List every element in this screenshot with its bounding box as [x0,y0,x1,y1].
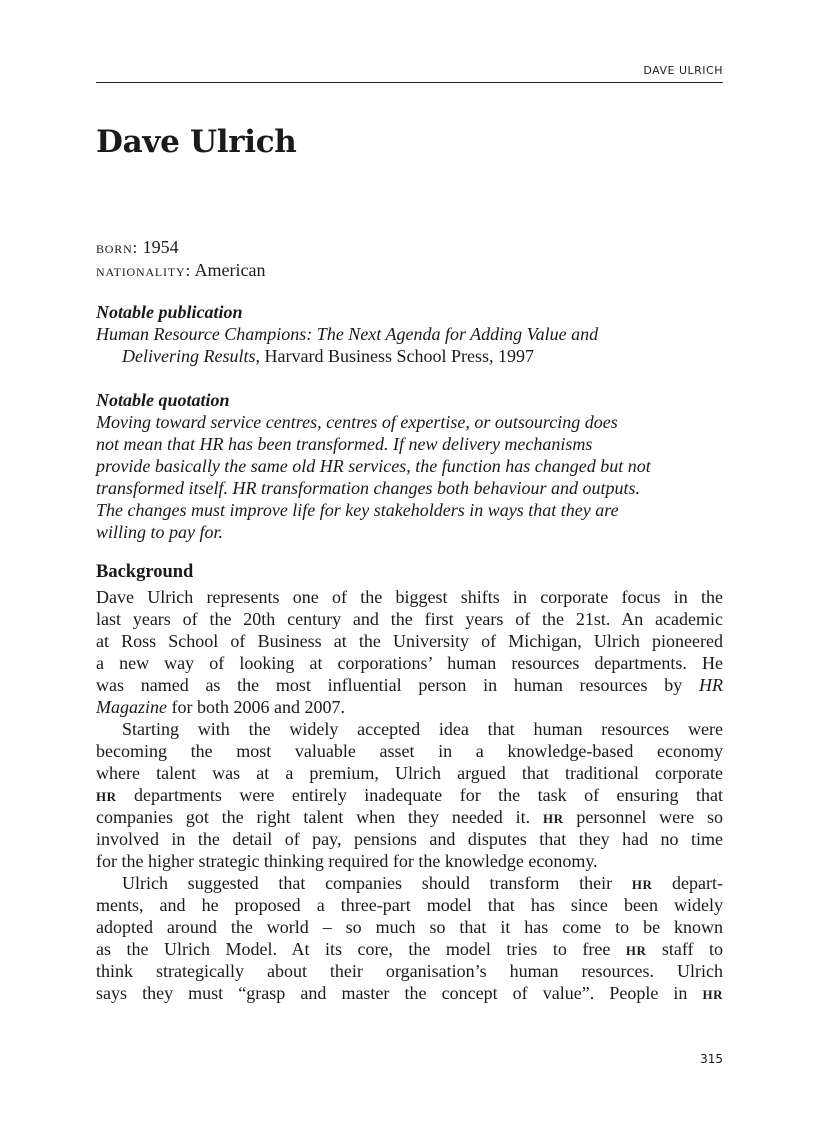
body-line [96,630,723,652]
quotation-line: Moving toward service centres, centres of expertise, or outsourcing does [96,412,618,432]
italic-text: HR [699,675,723,695]
text-segment: last years of the 20th century and the first years of the 21st. An academic [96,609,723,629]
italic-text: Magazine [96,697,167,717]
nationality-label: nationality: [96,261,191,280]
quotation-line: provide basically the same old HR services, the function has changed but not [96,456,651,476]
publication-publisher: , Harvard Business School Press, 1997 [255,346,534,366]
text-segment: staff to [646,939,723,959]
text-segment: depart- [652,873,723,893]
background-heading: Background [96,562,194,582]
publication-title-line1: Human Resource Champions: The Next Agenda for Adding Value and [96,324,599,344]
quotation-line: not mean that HR has been transformed. If new delivery mechanisms [96,434,593,454]
body-line [96,850,723,872]
quotation-heading: Notable quotation [96,390,230,410]
body-line [96,784,723,806]
text-segment: a new way of looking at corporations’ human resources departments. He [96,653,723,673]
running-head: DAVE ULRICH [643,64,723,77]
quotation-section [96,389,723,543]
text-segment: departments were entirely inadequate for the task of ensuring that [116,785,723,805]
text-segment: for both 2006 and 2007. [167,697,345,717]
born-label: born: [96,238,139,257]
body-line [96,828,723,850]
publication-line2 [96,345,723,367]
small-caps-abbrev: hr [702,983,723,1003]
text-segment: for the higher strategic thinking required for the knowledge economy. [96,851,598,871]
quotation-line: transformed itself. HR transformation changes both behaviour and outputs. [96,478,640,498]
body-line [96,872,723,894]
body-line [96,740,723,762]
text-segment: think strategically about their organisation’s human resources. Ulrich [96,961,723,981]
small-caps-abbrev: hr [625,939,647,959]
body-line [96,806,723,828]
body-line [96,894,723,916]
body-line [96,608,723,630]
born-value: 1954 [142,237,179,257]
body-line [96,960,723,982]
quotation-line: willing to pay for. [96,522,224,542]
text-segment: at Ross School of Business at the University of Michigan, Ulrich pioneered [96,631,723,651]
text-segment: as the Ulrich Model. At its core, the model tries to free [96,939,626,959]
text-segment: Starting with the widely accepted idea that human resources were [122,719,723,739]
body-line [96,696,723,718]
body-line [96,938,723,960]
text-segment: ments, and he proposed a three-part model that has since been widely [96,895,723,915]
text-segment: was named as the most influential person in human resources by [96,675,699,695]
nationality-value: American [194,260,266,280]
born-row [96,236,723,259]
text-segment: personnel were so [563,807,723,827]
publication-title-line2: Delivering Results [122,346,256,366]
small-caps-abbrev: hr [631,873,653,893]
text-segment: Ulrich suggested that companies should transform their [122,873,632,893]
background-section [96,561,723,1004]
text-segment: becoming the most valuable asset in a knowledge-based economy [96,741,723,761]
nationality-row [96,259,723,282]
small-caps-abbrev: hr [96,785,117,805]
header-rule [96,82,723,83]
publication-section [96,301,723,367]
quotation-text [96,411,723,543]
body-line [96,652,723,674]
body-line [96,916,723,938]
text-segment: adopted around the world – so much so that it has come to be known [96,917,723,937]
background-text [96,586,723,1004]
text-segment: Dave Ulrich represents one of the biggest shifts in corporate focus in the [96,587,723,607]
quotation-line: The changes must improve life for key stakeholders in ways that they are [96,500,619,520]
body-line [96,762,723,784]
body-line [96,982,723,1004]
page-number: 315 [700,1052,723,1066]
small-caps-abbrev: hr [543,807,564,827]
page-title: Dave Ulrich [96,124,297,160]
body-line [96,674,723,696]
text-segment: where talent was at a premium, Ulrich argued that traditional corporate [96,763,723,783]
bio-meta [96,236,723,282]
publication-heading: Notable publication [96,302,243,322]
text-segment: companies got the right talent when they needed it. [96,807,543,827]
body-line [96,586,723,608]
text-segment: involved in the detail of pay, pensions and disputes that they had no time [96,829,723,849]
body-line [96,718,723,740]
text-segment: says they must “grasp and master the concept of value”. People in [96,983,703,1003]
